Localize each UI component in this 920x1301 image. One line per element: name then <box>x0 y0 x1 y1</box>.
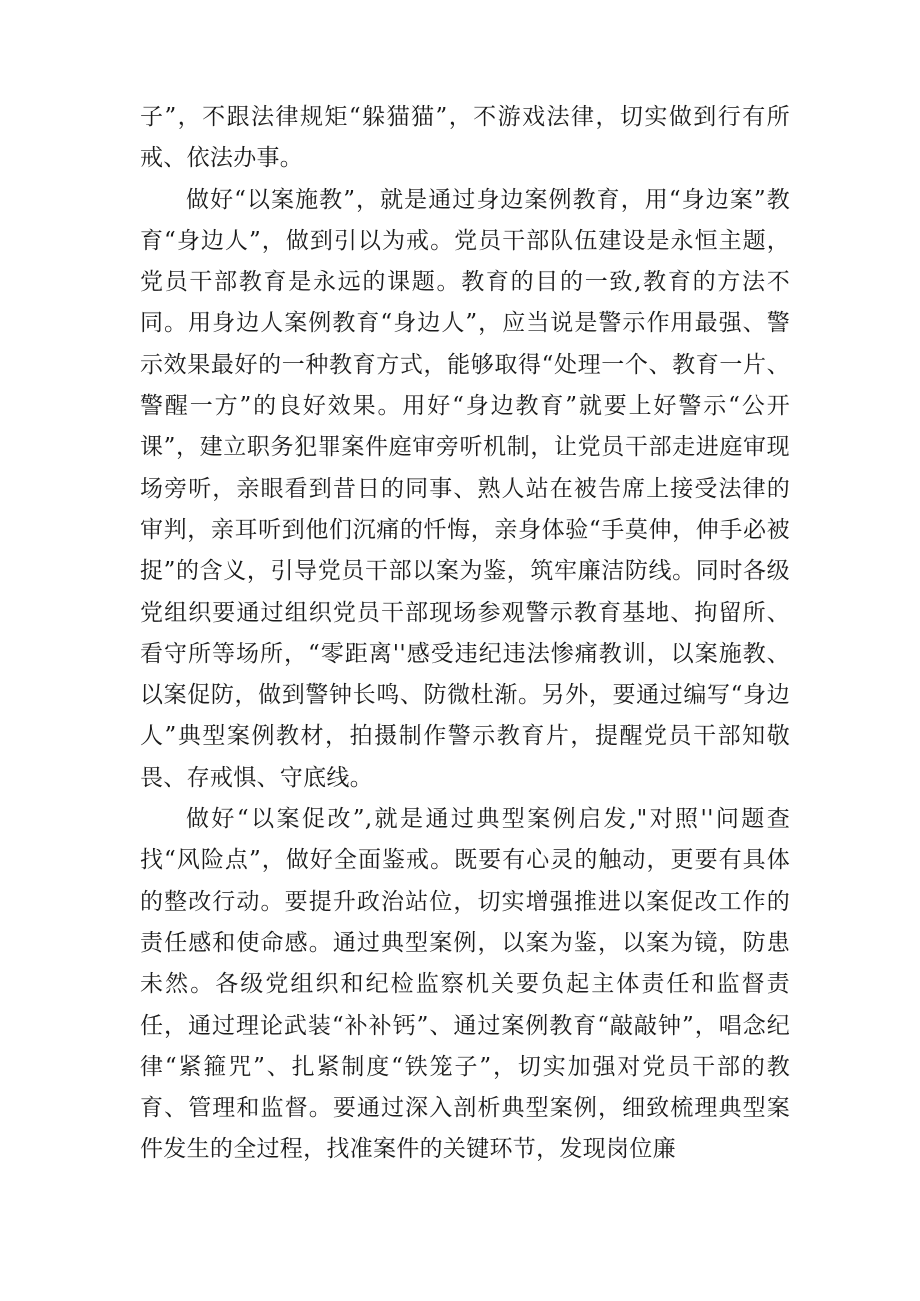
paragraph-continuation: 子”，不跟法律规矩“躲猫猫”，不游戏法律，切实做到行有所戒、依法办事。 <box>140 104 790 172</box>
body-text <box>140 97 790 1171</box>
paragraph-yi-an-cu-gai: 做好“以案促改”,就是通过典型案例启发,"对照''问题查找“风险点”，做好全面鉴戒。既要有心灵的触动，更要有具体的整改行动。要提升政治站位，切实增强推进以案促改工作的责任感和使命感。通过典型案例，以案为鉴，以案为镜，防患未然。各级党组织和纪检监察机关要负起主体责任和监督责任，通过理论武装“补补钙”、通过案例教育“敲敲钟”，唱念纪律“紧箍咒”、扎紧制度“铁笼子”，切实加强对党员干部的教育、管理和监督。要通过深入剖析典型案例，细致梳理典型案件发生的全过程，找准案件的关键环节，发现岗位廉 <box>140 806 790 1163</box>
paragraph-yi-an-shi-jiao: 做好“以案施教”，就是通过身边案例教育，用“身边案”教育“身边人”，做到引以为戒。党员干部队伍建设是永恒主题，党员干部教育是永远的课题。教育的目的一致,教育的方法不同。用身边人案例教育“身边人”，应当说是警示作用最强、警示效果最好的一种教育方式，能够取得“处理一个、教育一片、警醒一方”的良好效果。用好“身边教育”就要上好警示“公开课”，建立职务犯罪案件庭审旁听机制，让党员干部走进庭审现场旁听，亲眼看到昔日的同事、熟人站在被告席上接受法律的审判，亲耳听到他们沉痛的忏悔，亲身体验“手莫伸，伸手必被捉”的含义，引导党员干部以案为鉴，筑牢廉洁防线。同时各级党组织要通过组织党员干部现场参观警示教育基地、拘留所、看守所等场所，“零距离''感受违纪违法惨痛教训，以案施教、以案促防，做到警钟长鸣、防微杜渐。另外，要通过编写“身边人”典型案例教材，拍摄制作警示教育片，提醒党员干部知敬畏、存戒惧、守底线。 <box>140 186 790 791</box>
